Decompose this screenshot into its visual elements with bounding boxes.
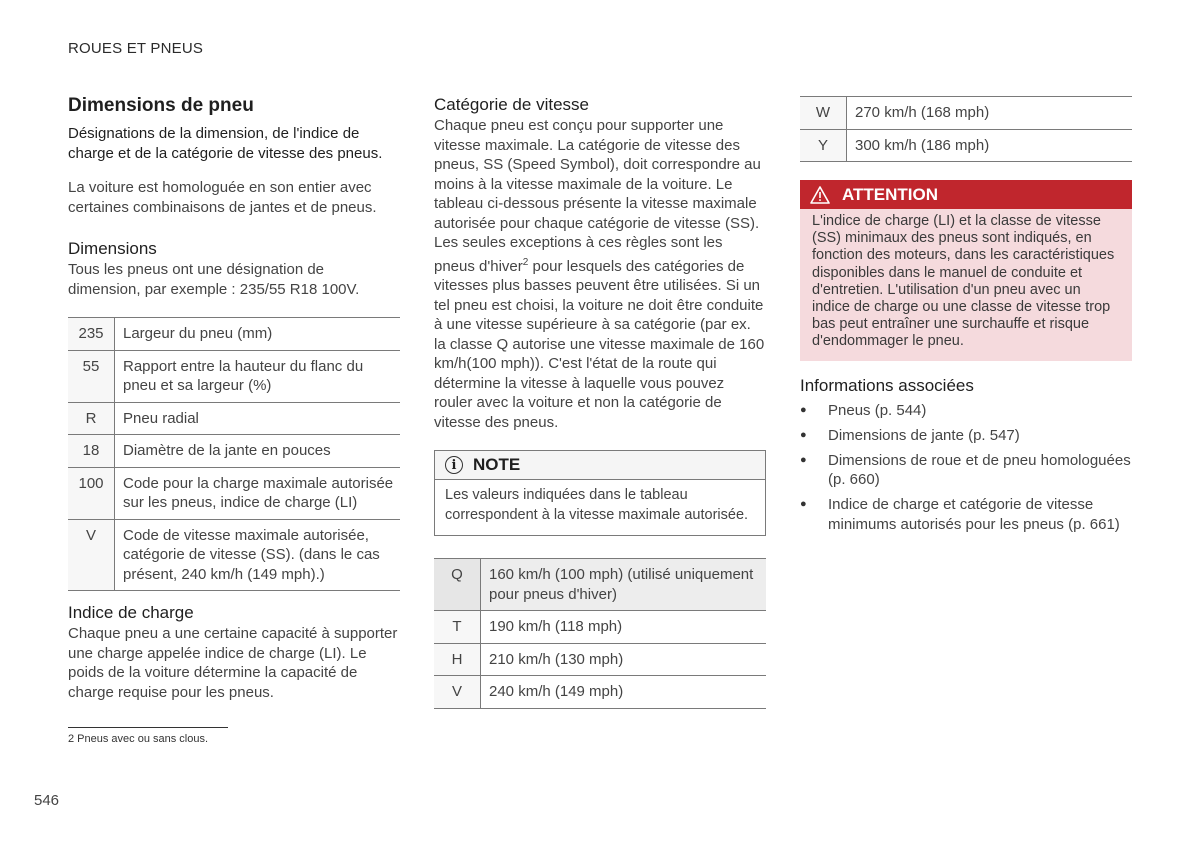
table-row	[68, 435, 400, 468]
table-cell-code: T	[434, 611, 481, 644]
column-left	[68, 94, 400, 702]
attention-title: ATTENTION	[842, 184, 939, 204]
table-row	[434, 676, 766, 709]
table-row	[434, 643, 766, 676]
table-row	[68, 402, 400, 435]
load-index-heading: Indice de charge	[68, 603, 194, 622]
footnote-divider	[68, 727, 228, 728]
note-header	[435, 451, 765, 480]
page-title: Dimensions de pneu	[68, 95, 254, 116]
table-row	[434, 611, 766, 644]
column-middle	[434, 94, 766, 709]
attention-box	[800, 180, 1132, 361]
table-cell-desc: Code pour la charge maximale autorisée sur les pneus, indice de charge (LI)	[115, 467, 401, 519]
lead-paragraph: Désignations de la dimension, de l'indice de charge et de la catégorie de vitesse des pneus.	[68, 125, 383, 162]
table-row	[68, 318, 400, 351]
dimensions-text: Tous les pneus ont une désignation de dimension, par exemple : 235/55 R18 100V.	[68, 261, 360, 298]
table-row	[434, 559, 766, 611]
speed-category-text	[434, 116, 766, 432]
speed-text-part-b: pour lesquels des catégories de vitesses plus basses peuvent être utilisées. Si un tel pneu est choisi, la voiture ne doit être conduite à une vitesse supérieure à sa catégorie (par ex. la classe Q autorise une vitesse maximale de 160 km/h(100 mph)). C'est l'état de la route qui détermine la vitesse à laquelle vous pouvez rouler avec la voiture et non la catégorie de vitesse des pneus.	[434, 257, 765, 431]
table-row	[800, 129, 1132, 162]
attention-text: L'indice de charge (LI) et la classe de vitesse (SS) minimaux des pneus sont indiqués, en fonction des moteurs, dans les caractéristiques disponibles dans le manuel de conduite et d'entretien. L'utilisation d'un pneu avec un indice de charge ou une classe de vitesse trop bas peut entraîner une surchauffe et risque d'endommager le pneu.	[800, 209, 1132, 361]
related-link[interactable]: ● Dimensions de jante (p. 547)	[800, 426, 1132, 446]
speed-category-heading: Catégorie de vitesse	[434, 95, 589, 114]
note-title: NOTE	[473, 455, 521, 474]
footnote-ref: 2	[522, 256, 529, 268]
table-cell-code: H	[434, 643, 481, 676]
warning-triangle-icon	[810, 186, 830, 204]
column-right	[800, 96, 1132, 540]
table-cell-desc: 160 km/h (100 mph) (utilisé uniquement pour pneus d'hiver)	[481, 559, 767, 611]
related-links-list	[800, 401, 1132, 535]
table-cell-desc: Pneu radial	[115, 402, 401, 435]
speed-table-continued	[800, 96, 1132, 162]
table-cell-code: 55	[68, 350, 115, 402]
table-cell-desc: Diamètre de la jante en pouces	[115, 435, 401, 468]
speed-text-part-a: Chaque pneu est conçu pour supporter une vitesse maximale. La catégorie de vitesse des pneus, SS (Speed Symbol), doit correspondre au moins à la vitesse maximale de la voiture. Le tableau ci-dessous présente la vitesse maximale autorisée pour chaque catégorie de vitesse (SS). Les seules exceptions à ces règles sont les pneus d'hiver	[434, 117, 761, 275]
table-cell-code: V	[434, 676, 481, 709]
table-row	[68, 350, 400, 402]
table-cell-desc: 190 km/h (118 mph)	[481, 611, 767, 644]
table-row	[800, 97, 1132, 130]
related-link[interactable]: ● Pneus (p. 544)	[800, 401, 1132, 421]
table-cell-desc: Largeur du pneu (mm)	[115, 318, 401, 351]
speed-table	[434, 558, 766, 709]
table-cell-desc: Rapport entre la hauteur du flanc du pneu et sa largeur (%)	[115, 350, 401, 402]
table-cell-code: R	[68, 402, 115, 435]
table-cell-code: Q	[434, 559, 481, 611]
table-cell-desc: 210 km/h (130 mph)	[481, 643, 767, 676]
dimensions-heading: Dimensions	[68, 239, 157, 258]
table-cell-desc: 240 km/h (149 mph)	[481, 676, 767, 709]
related-link[interactable]: ● Dimensions de roue et de pneu homologuées (p. 660)	[800, 451, 1132, 490]
section-header: ROUES ET PNEUS	[68, 40, 204, 57]
note-text: Les valeurs indiquées dans le tableau correspondent à la vitesse maximale autorisée.	[445, 487, 749, 523]
table-cell-code: 18	[68, 435, 115, 468]
table-cell-code: V	[68, 519, 115, 591]
related-link[interactable]: ● Indice de charge et catégorie de vitesse minimums autorisés pour les pneus (p. 661)	[800, 495, 1132, 534]
note-box	[434, 450, 766, 536]
dimension-table	[68, 317, 400, 591]
table-cell-desc: Code de vitesse maximale autorisée, catégorie de vitesse (SS). (dans le cas présent, 240 km/h (149 mph).)	[115, 519, 401, 591]
table-cell-code: 235	[68, 318, 115, 351]
footnote: 2 Pneus avec ou sans clous.	[68, 733, 209, 745]
info-icon: i	[445, 456, 463, 474]
attention-header	[800, 180, 1132, 209]
related-info-heading: Informations associées	[800, 375, 974, 395]
table-cell-desc: 270 km/h (168 mph)	[847, 97, 1133, 130]
load-index-text: Chaque pneu a une certaine capacité à supporter une charge appelée indice de charge (LI). Le poids de la voiture détermine la capacité de charge requise pour les pneus.	[68, 625, 398, 701]
table-cell-code: Y	[800, 129, 847, 162]
intro-paragraph: La voiture est homologuée en son entier avec certaines combinaisons de jantes et de pneus.	[68, 179, 377, 216]
table-cell-code: W	[800, 97, 847, 130]
table-cell-desc: 300 km/h (186 mph)	[847, 129, 1133, 162]
table-cell-code: 100	[68, 467, 115, 519]
table-row	[68, 519, 400, 591]
page-number: 546	[34, 792, 60, 809]
table-row	[68, 467, 400, 519]
